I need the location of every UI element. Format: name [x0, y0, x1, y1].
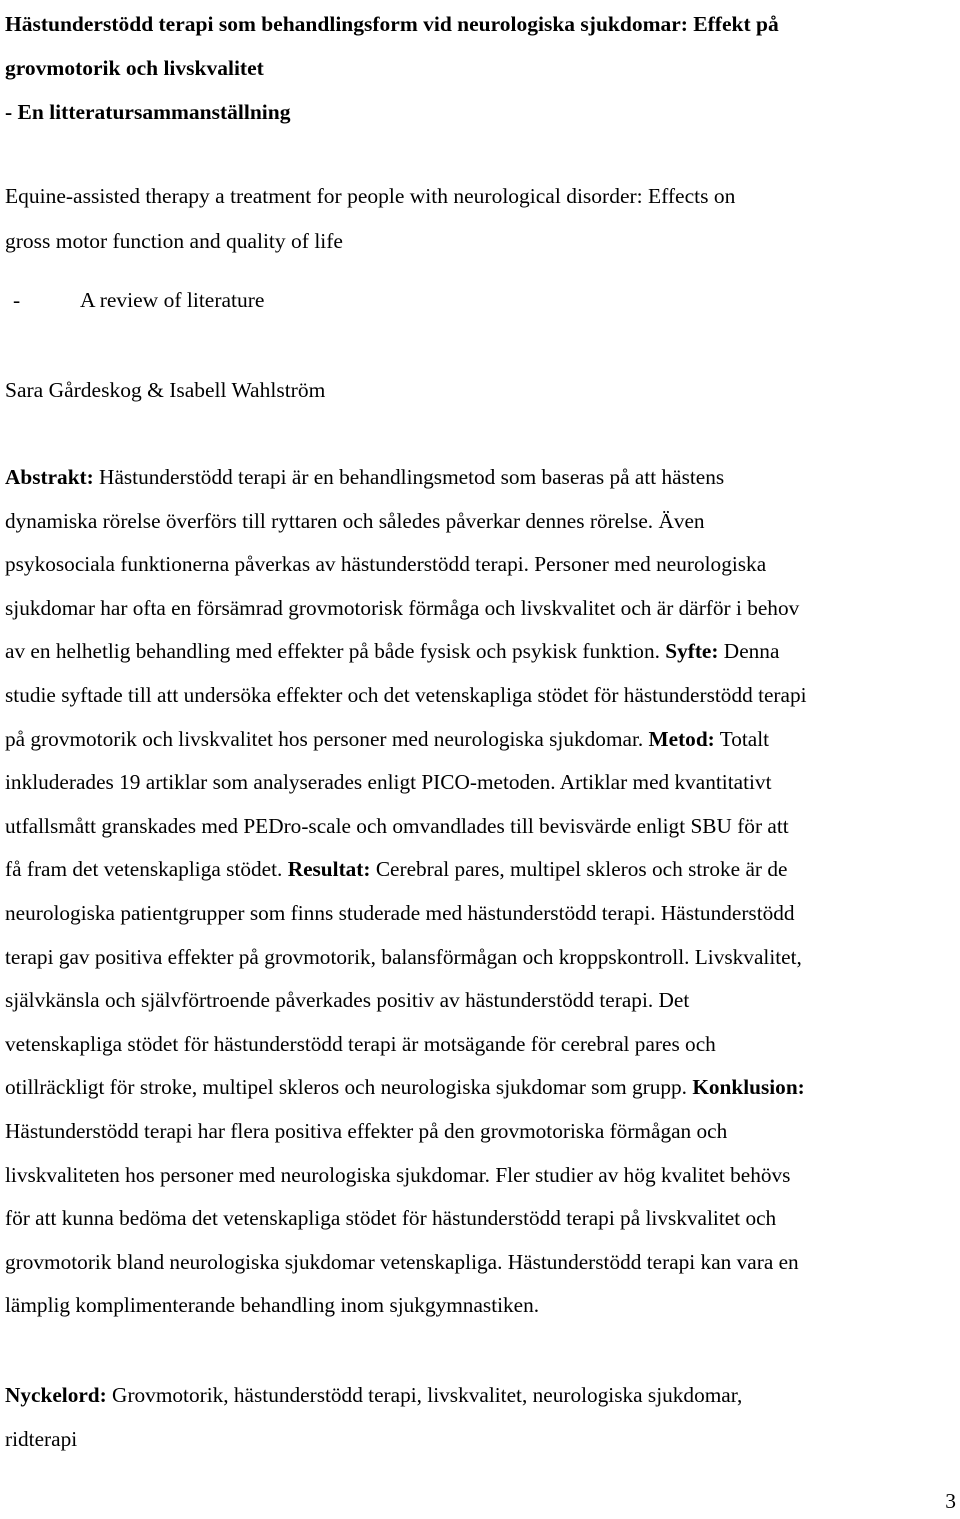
swedish-title [5, 2, 955, 134]
result-label: Resultat: [287, 857, 371, 882]
english-subtitle-text: A review of literature [80, 288, 265, 312]
abstract [5, 456, 955, 1328]
abstract-line: neurologiska patientgrupper som finns studerade med hästunderstödd terapi. Hästunderstödd [5, 900, 795, 925]
abstract-line [5, 718, 955, 762]
swedish-title-line-3: - En litteratursammanställning [5, 100, 291, 124]
abstract-text: otillräckligt för stroke, multipel skleros och neurologiska sjukdomar som grupp. [5, 1075, 693, 1100]
abstract-line: för att kunna bedöma det vetenskapliga stödet för hästunderstödd terapi på livskvalitet och [5, 1206, 777, 1231]
abstract-line [5, 848, 955, 892]
abstract-line: livskvaliteten hos personer med neurologiska sjukdomar. Fler studier av hög kvalitet behövs [5, 1162, 791, 1187]
abstract-line [5, 630, 955, 674]
abstract-line [5, 456, 955, 500]
method-label: Metod: [648, 726, 715, 751]
keywords-text: Grovmotorik, hästunderstödd terapi, livskvalitet, neurologiska sjukdomar, [106, 1383, 743, 1407]
abstract-line: grovmotorik bland neurologiska sjukdomar vetenskapliga. Hästunderstödd terapi kan vara en [5, 1249, 799, 1274]
english-title-line-2: gross motor function and quality of life [5, 229, 343, 253]
abstract-line: psykosociala funktionerna påverkas av hästunderstödd terapi. Personer med neurologiska [5, 552, 767, 577]
abstract-line [5, 1066, 955, 1110]
abstract-text: Totalt [714, 726, 770, 751]
keywords [5, 1374, 955, 1461]
abstract-line: vetenskapliga stödet för hästunderstödd terapi är motsägande för cerebral pares och [5, 1031, 716, 1056]
abstract-line: studie syftade till att undersöka effekter och det vetenskapliga stödet för hästunderstödd terapi [5, 682, 807, 707]
abstract-line: dynamiska rörelse överförs till ryttaren och således påverkar dennes rörelse. Även [5, 508, 705, 533]
swedish-title-line-2: grovmotorik och livskvalitet [5, 56, 264, 80]
abstract-line: självkänsla och självförtroende påverkades positiv av hästunderstödd terapi. Det [5, 988, 690, 1013]
subtitle-dash: - [13, 288, 21, 312]
abstract-text: av en helhetlig behandling med effekter på både fysisk och psykisk funktion. [5, 639, 666, 664]
abstract-text: Cerebral pares, multipel skleros och stroke är de [370, 857, 788, 882]
abstract-line: sjukdomar har ofta en försämrad grovmotorisk förmåga och livskvalitet och är därför i behov [5, 595, 800, 620]
abstract-line: utfallsmått granskades med PEDro-scale och omvandlades till bevisvärde enligt SBU för att [5, 813, 789, 838]
page-number: 3 [945, 1489, 956, 1513]
english-subtitle [5, 278, 955, 323]
swedish-title-line-1: Hästunderstödd terapi som behandlingsform vid neurologiska sjukdomar: Effekt på [5, 12, 779, 36]
abstract-line: inkluderades 19 artiklar som analyserades enligt PICO-metoden. Artiklar med kvantitativt [5, 770, 772, 795]
abstract-line: Hästunderstödd terapi har flera positiva effekter på den grovmotoriska förmågan och [5, 1118, 728, 1143]
abstract-text: Hästunderstödd terapi är en behandlingsmetod som baseras på att hästens [93, 465, 725, 489]
abstract-text: få fram det vetenskapliga stödet. [5, 857, 288, 882]
english-title [5, 174, 955, 323]
keywords-line: ridterapi [5, 1426, 78, 1451]
keywords-label: Nyckelord: [5, 1383, 107, 1407]
abstract-text: på grovmotorik och livskvalitet hos personer med neurologiska sjukdomar. [5, 726, 649, 751]
abstract-line: terapi gav positiva effekter på grovmotorik, balansförmågan och kroppskontroll. Livskvalitet, [5, 944, 802, 969]
abstract-line: lämplig komplimenterande behandling inom sjukgymnastiken. [5, 1293, 540, 1318]
english-title-line-1: Equine-assisted therapy a treatment for people with neurological disorder: Effects on [5, 184, 736, 208]
aim-label: Syfte: [665, 639, 719, 664]
abstract-text: Denna [718, 639, 780, 664]
keywords-line [5, 1374, 955, 1418]
conclusion-label: Konklusion: [692, 1075, 805, 1100]
authors: Sara Gårdeskog & Isabell Wahlström [5, 378, 326, 402]
abstract-label: Abstrakt: [5, 465, 94, 489]
